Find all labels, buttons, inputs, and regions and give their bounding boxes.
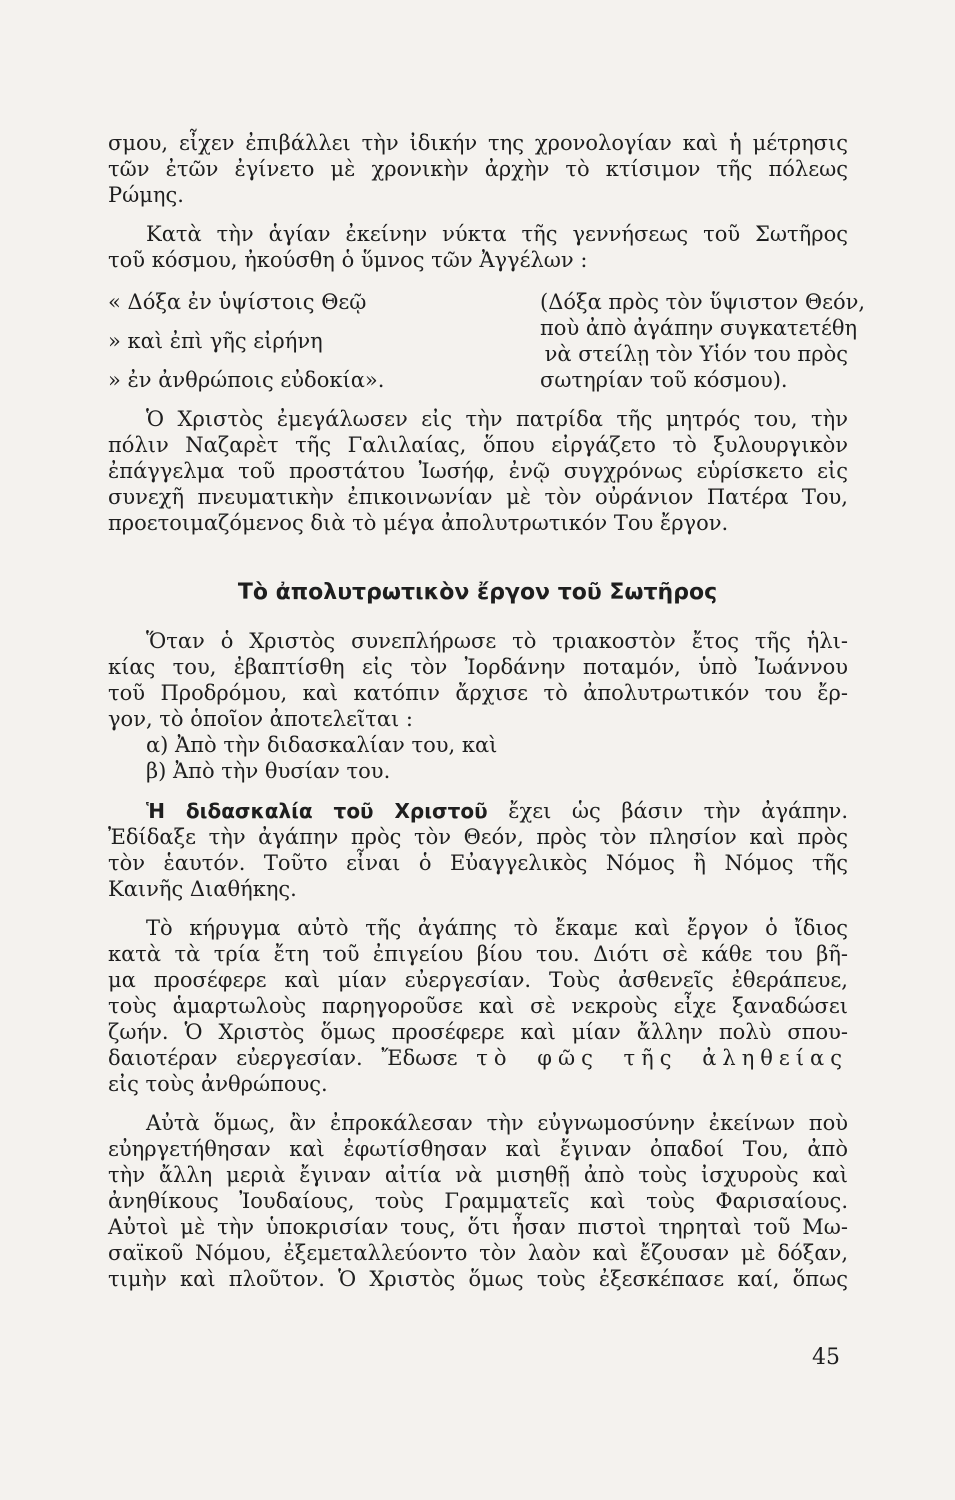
bold-lead-phrase: Ἡ διδασκαλία τοῦ Χριστοῦ	[146, 799, 488, 823]
text-line: τοῦ Προδρόμου, καὶ κατόπιν ἄρχισε τὸ ἀπολυτρωτικόν του ἔρ-	[108, 681, 848, 705]
text-line: τῶν ἐτῶν ἐγίνετο μὲ χρονικὴν ἀρχὴν τὸ κτίσιμον τῆς πόλεως	[108, 157, 848, 181]
list-item: α) Ἀπὸ τὴν διδασκαλίαν του, καὶ	[146, 733, 498, 757]
text-line: σαϊκοῦ Νόμου, ἐξεμεταλλεύοντο τὸν λαὸν καὶ ἔζουσαν μὲ δόξαν,	[108, 1241, 848, 1265]
text-line: Ὅταν ὁ Χριστὸς συνεπλήρωσε τὸ τριακοστὸν ἔτος τῆς ἡλι-	[146, 629, 848, 653]
text-line: ζωήν. Ὁ Χριστὸς ὅμως προσέφερε καὶ μίαν ἄλλην πολὺ σπου-	[108, 1020, 848, 1044]
text-line: ἀνηθίκους Ἰουδαίους, τοὺς Γραμματεῖς καὶ τοὺς Φαρισαίους.	[108, 1189, 848, 1213]
text-line: Ὁ Χριστὸς ἐμεγάλωσεν εἰς τὴν πατρίδα τῆς μητρός του, τὴν	[146, 407, 848, 431]
hymn-line-original: « Δόξα ἐν ὑψίστοις Θεῷ	[108, 290, 367, 314]
list-item: β) Ἀπὸ τὴν θυσίαν του.	[146, 759, 391, 783]
text-line: τοὺς ἁμαρτωλοὺς παρηγοροῦσε καὶ σὲ νεκροὺς εἶχε ξαναδώσει	[108, 994, 848, 1018]
text-line: Ρώμης.	[108, 183, 184, 207]
text-line	[108, 1045, 848, 1071]
hymn-line-translation: (Δόξα πρὸς τὸν ὕψιστον Θεόν,	[540, 290, 866, 314]
text-line	[146, 798, 848, 824]
hymn-line-original: » καὶ ἐπὶ γῆς εἰρήνη	[108, 329, 323, 353]
section-heading: Τὸ ἀπολυτρωτικὸν ἔργον τοῦ Σωτῆρος	[237, 580, 718, 605]
text-line: τιμὴν καὶ πλοῦτον. Ὁ Χριστὸς ὅμως τοὺς ἐξεσκέπασε καί, ὅπως	[108, 1267, 848, 1291]
text-line: πόλιν Ναζαρὲτ τῆς Γαλιλαίας, ὅπου εἰργάζετο τὸ ξυλουργικὸν	[108, 433, 848, 457]
page-number: 45	[812, 1345, 840, 1370]
text-line: κίας του, ἐβαπτίσθη εἰς τὸν Ἰορδάνην ποταμόν, ὑπὸ Ἰωάννου	[108, 655, 848, 679]
text-line: Αὐτὰ ὅμως, ἂν ἐπροκάλεσαν τὴν εὐγνωμοσύνην ἐκείνων ποὺ	[146, 1111, 848, 1135]
text-line: κατὰ τὰ τρία ἔτη τοῦ ἐπιγείου βίου του. Διότι σὲ κάθε του βῆ-	[108, 942, 848, 966]
hymn-line-translation: νὰ στείλῃ τὸν Υἱόν του πρὸς	[544, 342, 848, 366]
text-line: τὴν ἄλλη μεριὰ ἔγιναν αἰτία νὰ μισηθῇ ἀπὸ τοὺς ἰσχυροὺς καὶ	[108, 1163, 848, 1187]
text-line: Κατὰ τὴν ἁγίαν ἐκείνην νύκτα τῆς γεννήσεως τοῦ Σωτῆρος	[146, 222, 848, 246]
text-line: εὐηργετήθησαν καὶ ἐφωτίσθησαν καὶ ἔγιναν ὀπαδοί Του, ἀπὸ	[108, 1137, 848, 1161]
text-line: Τὸ κήρυγμα αὐτὸ τῆς ἀγάπης τὸ ἔκαμε καὶ ἔργον ὁ ἴδιος	[146, 916, 848, 940]
text-line: τὸν ἑαυτόν. Τοῦτο εἶναι ὁ Εὐαγγελικὸς Νόμος ἢ Νόμος τῆς	[108, 851, 848, 875]
text-line: εἰς τοὺς ἀνθρώπους.	[108, 1072, 328, 1096]
hymn-line-translation: σωτηρίαν τοῦ κόσμου).	[540, 368, 788, 392]
text-line: συνεχῆ πνευματικὴν ἐπικοινωνίαν μὲ τὸν οὐράνιον Πατέρα Του,	[108, 485, 848, 509]
hymn-line-original: » ἐν ἀνθρώποις εὐδοκία».	[108, 368, 385, 392]
text-line: Καινῆς Διαθήκης.	[108, 877, 297, 901]
text-line: γον, τὸ ὁποῖον ἀποτελεῖται :	[108, 707, 413, 731]
emphasized-phrase: τὸ φῶς τῆς ἀληθείας	[476, 1046, 848, 1070]
text-line: προετοιμαζόμενος διὰ τὸ μέγα ἀπολυτρωτικόν Του ἔργον.	[108, 511, 729, 535]
text-line: μα προσέφερε καὶ μίαν εὐεργεσίαν. Τοὺς ἀσθενεῖς ἐθεράπευε,	[108, 968, 848, 992]
text-line: Αὐτοὶ μὲ τὴν ὑποκρισίαν τους, ὅτι ἦσαν πιστοὶ τηρηταὶ τοῦ Μω-	[108, 1215, 848, 1239]
lead-phrase-rest: ἔχει ὡς βάσιν τὴν ἀγάπην.	[508, 799, 848, 823]
text-line: Ἐδίδαξε τὴν ἀγάπην πρὸς τὸν Θεόν, πρὸς τὸν πλησίον καὶ πρὸς	[108, 825, 848, 849]
text-line: ἐπάγγελμα τοῦ προστάτου Ἰωσήφ, ἐνῷ συγχρόνως εὑρίσκετο εἰς	[108, 459, 848, 483]
text-line: σμου, εἶχεν ἐπιβάλλει τὴν ἰδικήν της χρονολογίαν καὶ ἡ μέτρησις	[108, 131, 848, 155]
text-line: τοῦ κόσμου, ἠκούσθη ὁ ὕμνος τῶν Ἀγγέλων :	[108, 248, 588, 272]
hymn-line-translation: ποὺ ἀπὸ ἀγάπην συγκατετέθη	[540, 316, 858, 340]
light-line-prefix: δαιοτέραν εὐεργεσίαν. Ἔδωσε	[108, 1046, 458, 1070]
